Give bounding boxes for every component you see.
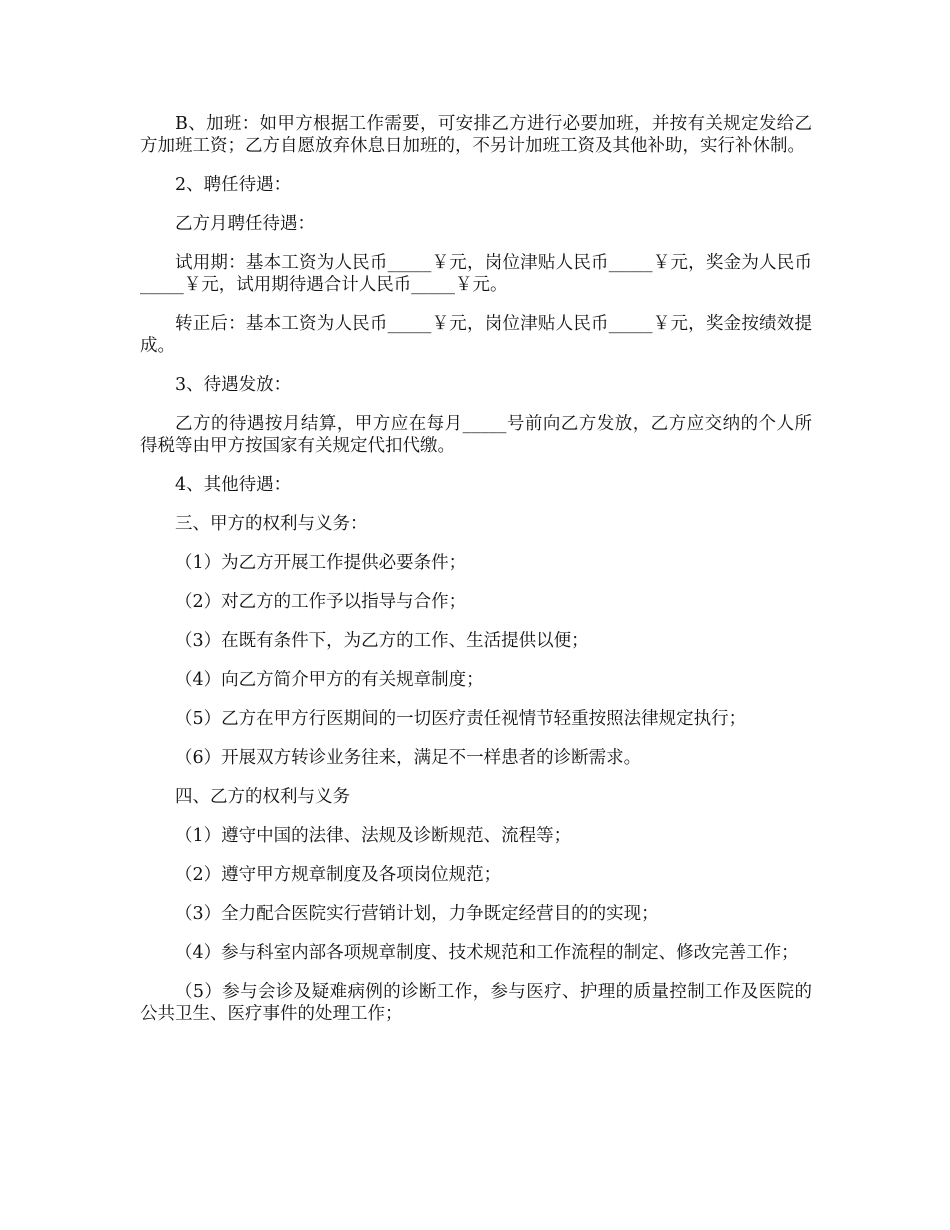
- list-item-party-a-2: （2）对乙方的工作予以指导与合作；: [175, 592, 467, 612]
- list-item-party-a-1: （1）为乙方开展工作提供必要条件；: [175, 553, 467, 573]
- list-item-party-b-2: （2）遵守甲方规章制度及各项岗位规范；: [175, 865, 502, 885]
- paragraph-monthly-benefits: 乙方月聘任待遇：: [175, 214, 315, 234]
- list-item-party-b-3: （3）全力配合医院实行营销计划，力争既定经营目的的实现；: [175, 904, 659, 924]
- document-body: [140, 113, 812, 1042]
- paragraph-overtime: B、加班：如甲方根据工作需要，可安排乙方进行必要加班，并按有关规定发给乙方加班工资；乙方自愿放弃休息日加班的，不另计加班工资及其他补助，实行补休制。: [140, 114, 812, 156]
- heading-party-b-rights: 四、乙方的权利与义务: [175, 787, 350, 807]
- paragraph-probation-pay: 试用期：基本工资为人民币_____￥元，岗位津贴人民币_____￥元，奖金为人民币_____￥元，试用期待遇合计人民币_____￥元。: [140, 253, 812, 295]
- list-item-party-b-4: （4）参与科室内部各项规章制度、技术规范和工作流程的制定、修改完善工作；: [175, 943, 799, 963]
- list-item-party-a-3: （3）在既有条件下，为乙方的工作、生活提供以便；: [175, 631, 589, 651]
- list-item-party-a-6: （6）开展双方转诊业务往来，满足不一样患者的诊断需求。: [175, 748, 642, 768]
- list-item-party-b-1: （1）遵守中国的法律、法规及诊断规范、流程等；: [175, 826, 572, 846]
- list-item-party-a-4: （4）向乙方简介甲方的有关规章制度；: [175, 670, 484, 690]
- heading-appointment-benefits: 2、聘任待遇：: [175, 175, 292, 195]
- heading-other-benefits: 4、其他待遇：: [175, 475, 292, 495]
- heading-payment: 3、待遇发放：: [175, 375, 292, 395]
- list-item-party-a-5: （5）乙方在甲方行医期间的一切医疗责任视情节轻重按照法律规定执行；: [175, 709, 747, 729]
- paragraph-payment-terms: 乙方的待遇按月结算，甲方应在每月_____号前向乙方发放，乙方应交纳的个人所得税等由甲方按国家有关规定代扣代缴。: [140, 414, 812, 456]
- heading-party-a-rights: 三、甲方的权利与义务：: [175, 514, 368, 534]
- list-item-party-b-5: （5）参与会诊及疑难病例的诊断工作，参与医疗、护理的质量控制工作及医院的公共卫生、医疗事件的处理工作；: [140, 982, 812, 1024]
- paragraph-regular-pay: 转正后：基本工资为人民币_____￥元，岗位津贴人民币_____￥元，奖金按绩效提成。: [140, 314, 812, 356]
